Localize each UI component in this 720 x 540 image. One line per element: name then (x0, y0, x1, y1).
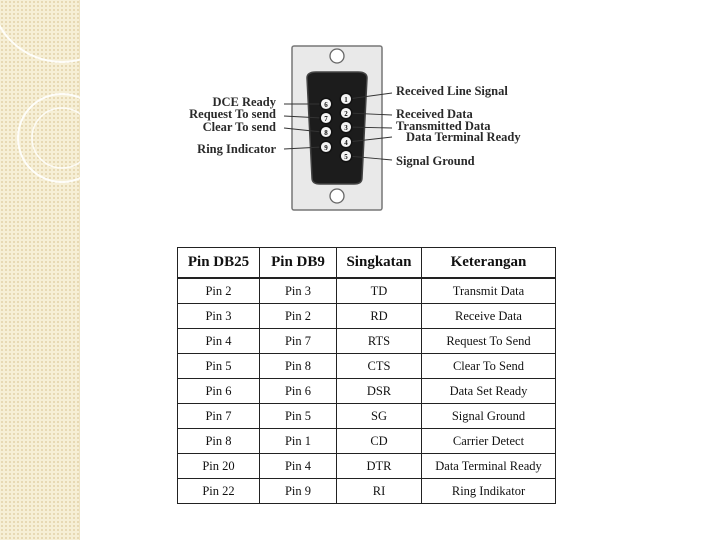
label-signal-ground: Signal Ground (396, 154, 475, 168)
cell-keterangan: Ring Indikator (422, 479, 556, 504)
cell-keterangan: Data Set Ready (422, 379, 556, 404)
svg-text:6: 6 (324, 101, 328, 109)
cell-pin-db25: Pin 2 (178, 278, 260, 304)
header-pin-db25: Pin DB25 (178, 248, 260, 279)
cell-pin-db25: Pin 6 (178, 379, 260, 404)
label-data-terminal-ready: Data Terminal Ready (406, 130, 521, 144)
pin-mapping-table (177, 247, 556, 504)
cell-pin-db9: Pin 6 (260, 379, 337, 404)
label-ring-indicator: Ring Indicator (197, 142, 276, 156)
cell-keterangan: Signal Ground (422, 404, 556, 429)
label-request-to-send: Request To send (189, 107, 276, 121)
cell-pin-db9: Pin 8 (260, 354, 337, 379)
cell-keterangan: Receive Data (422, 304, 556, 329)
svg-text:1: 1 (344, 96, 348, 104)
cell-keterangan: Carrier Detect (422, 429, 556, 454)
table-row (178, 278, 556, 304)
svg-text:2: 2 (344, 110, 348, 118)
svg-text:9: 9 (324, 144, 328, 152)
cell-pin-db25: Pin 4 (178, 329, 260, 354)
label-clear-to-send: Clear To send (202, 120, 276, 134)
connector-face (307, 72, 367, 184)
cell-keterangan: Clear To Send (422, 354, 556, 379)
cell-pin-db25: Pin 8 (178, 429, 260, 454)
cell-singkatan: CTS (337, 354, 422, 379)
table-row (178, 404, 556, 429)
label-received-data: Received Data (396, 107, 473, 121)
cell-keterangan: Transmit Data (422, 278, 556, 304)
cell-singkatan: TD (337, 278, 422, 304)
table-row (178, 429, 556, 454)
mount-hole-bottom (330, 189, 344, 203)
decorative-circles (0, 0, 130, 200)
cell-pin-db25: Pin 7 (178, 404, 260, 429)
cell-pin-db9: Pin 7 (260, 329, 337, 354)
pin-1 (340, 93, 352, 105)
pin-5 (340, 150, 352, 162)
cell-singkatan: RD (337, 304, 422, 329)
cell-pin-db9: Pin 9 (260, 479, 337, 504)
cell-pin-db9: Pin 2 (260, 304, 337, 329)
cell-pin-db9: Pin 5 (260, 404, 337, 429)
svg-text:4: 4 (344, 139, 348, 147)
header-pin-db9: Pin DB9 (260, 248, 337, 279)
pin-8 (320, 126, 332, 138)
cell-pin-db25: Pin 3 (178, 304, 260, 329)
pin-2 (340, 107, 352, 119)
svg-text:5: 5 (344, 153, 348, 161)
table-header-row (178, 248, 556, 279)
cell-keterangan: Request To Send (422, 329, 556, 354)
cell-pin-db25: Pin 20 (178, 454, 260, 479)
table-row (178, 304, 556, 329)
cell-singkatan: DTR (337, 454, 422, 479)
cell-singkatan: RI (337, 479, 422, 504)
svg-text:3: 3 (344, 124, 348, 132)
cell-singkatan: RTS (337, 329, 422, 354)
pin-3 (340, 121, 352, 133)
cell-singkatan: CD (337, 429, 422, 454)
cell-pin-db9: Pin 4 (260, 454, 337, 479)
label-dce-ready: DCE Ready (212, 95, 276, 109)
table-row (178, 354, 556, 379)
pin-7 (320, 112, 332, 124)
label-transmitted-data: Transmitted Data (396, 119, 491, 133)
svg-text:8: 8 (324, 129, 328, 137)
label-received-line-signal: Received Line Signal (396, 84, 508, 98)
header-singkatan: Singkatan (337, 248, 422, 279)
pin-6 (320, 98, 332, 110)
table-row (178, 379, 556, 404)
cell-keterangan: Data Terminal Ready (422, 454, 556, 479)
cell-singkatan: SG (337, 404, 422, 429)
db9-connector-diagram (170, 42, 550, 214)
table-row (178, 329, 556, 354)
pin-9 (320, 141, 332, 153)
cell-pin-db25: Pin 5 (178, 354, 260, 379)
cell-singkatan: DSR (337, 379, 422, 404)
svg-text:7: 7 (324, 115, 328, 123)
mount-hole-top (330, 49, 344, 63)
header-keterangan: Keterangan (422, 248, 556, 279)
cell-pin-db9: Pin 1 (260, 429, 337, 454)
cell-pin-db9: Pin 3 (260, 278, 337, 304)
pin-4 (340, 136, 352, 148)
cell-pin-db25: Pin 22 (178, 479, 260, 504)
table-row (178, 454, 556, 479)
table-row (178, 479, 556, 504)
